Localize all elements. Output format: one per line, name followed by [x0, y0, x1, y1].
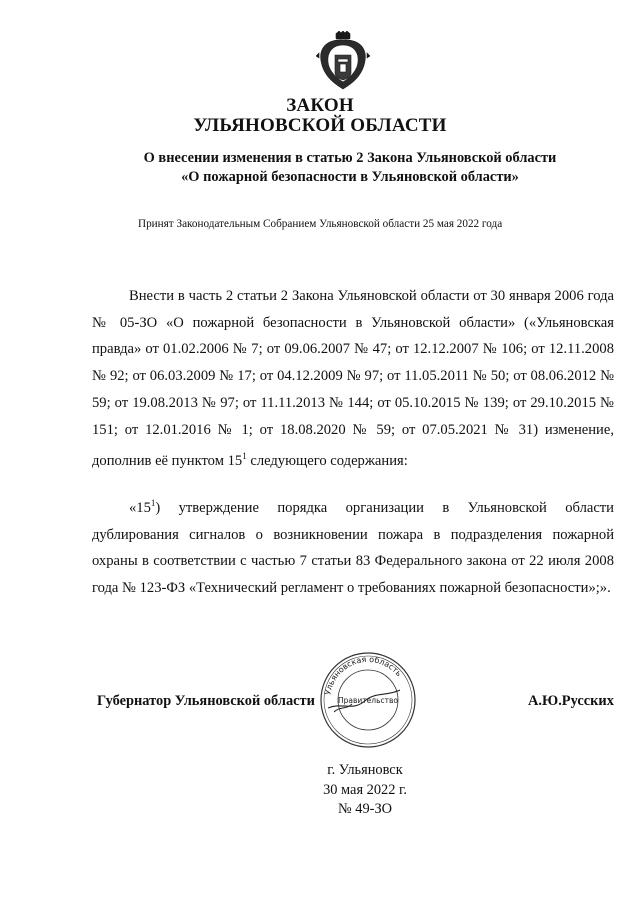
signatory-position: Губернатор Ульяновской области: [97, 693, 315, 709]
adoption-note: Принят Законодательным Собранием Ульяновской области 25 мая 2022 года: [138, 218, 503, 230]
signatory-name: А.Ю.Русских: [528, 693, 614, 709]
paragraph-amendment: [92, 283, 614, 475]
document-type-title: ЗАКОН: [286, 95, 354, 116]
seal-center-text: Правительство: [338, 696, 398, 705]
superscript: 1: [150, 498, 156, 508]
law-number: № 49-ЗО: [337, 801, 393, 817]
place-of-signing: г. Ульяновск: [327, 762, 403, 778]
seal-ring-text: Ульяновская область: [323, 654, 404, 696]
law-subject-line-2: «О пожарной безопасности в Ульяновской области»: [181, 169, 519, 185]
paragraph-amendment-end: следующего содержания:: [246, 453, 408, 470]
coat-of-arms-icon: [316, 31, 370, 91]
paragraph-new-item: [92, 490, 614, 602]
svg-text:Ульяновская область: [323, 655, 403, 696]
superscript: 1: [242, 451, 247, 462]
law-subject-line-1: О внесении изменения в статью 2 Закона Ульяновской области: [143, 150, 557, 166]
official-seal: [318, 650, 418, 750]
region-title: УЛЬЯНОВСКОЙ ОБЛАСТИ: [193, 115, 447, 136]
new-item-open: «15: [129, 499, 151, 516]
signing-date: 30 мая 2022 г.: [323, 782, 407, 798]
paragraph-amendment-text: Внести в часть 2 статьи 2 Закона Ульяновской области от 30 января 2006 года № 05-ЗО «О пожарной безопасности в Ульяновской области» («Ульяновская правда» от 01.02.2006 № 7; от 09.06.2007 № 47; от 12.12.2007 № 106; от 12.11.2008 № 92; от 06.03.2009 № 17; от 04.12.2009 № 97; от 11.05.2011 № 50; от 08.06.2012 № 59; от 19.08.2013 № 97; от 11.11.2013 № 144; от 05.10.2015 № 139; от 29.10.2015 № 151; от 12.01.2016 № 1; от 18.08.2020 № 59; от 07.05.2021 № 31) изменение, дополнив её пунктом 15: [92, 288, 614, 470]
new-item-text: ) утверждение порядка организации в Ульяновской области дублирования сигналов о возникновении пожара в подразделения пожарной охраны в соответствии с частью 7 статьи 83 Федерального закона от 22 июля 2008 года № 123-ФЗ «Технический регламент о требованиях пожарной безопасности»;».: [92, 499, 614, 596]
